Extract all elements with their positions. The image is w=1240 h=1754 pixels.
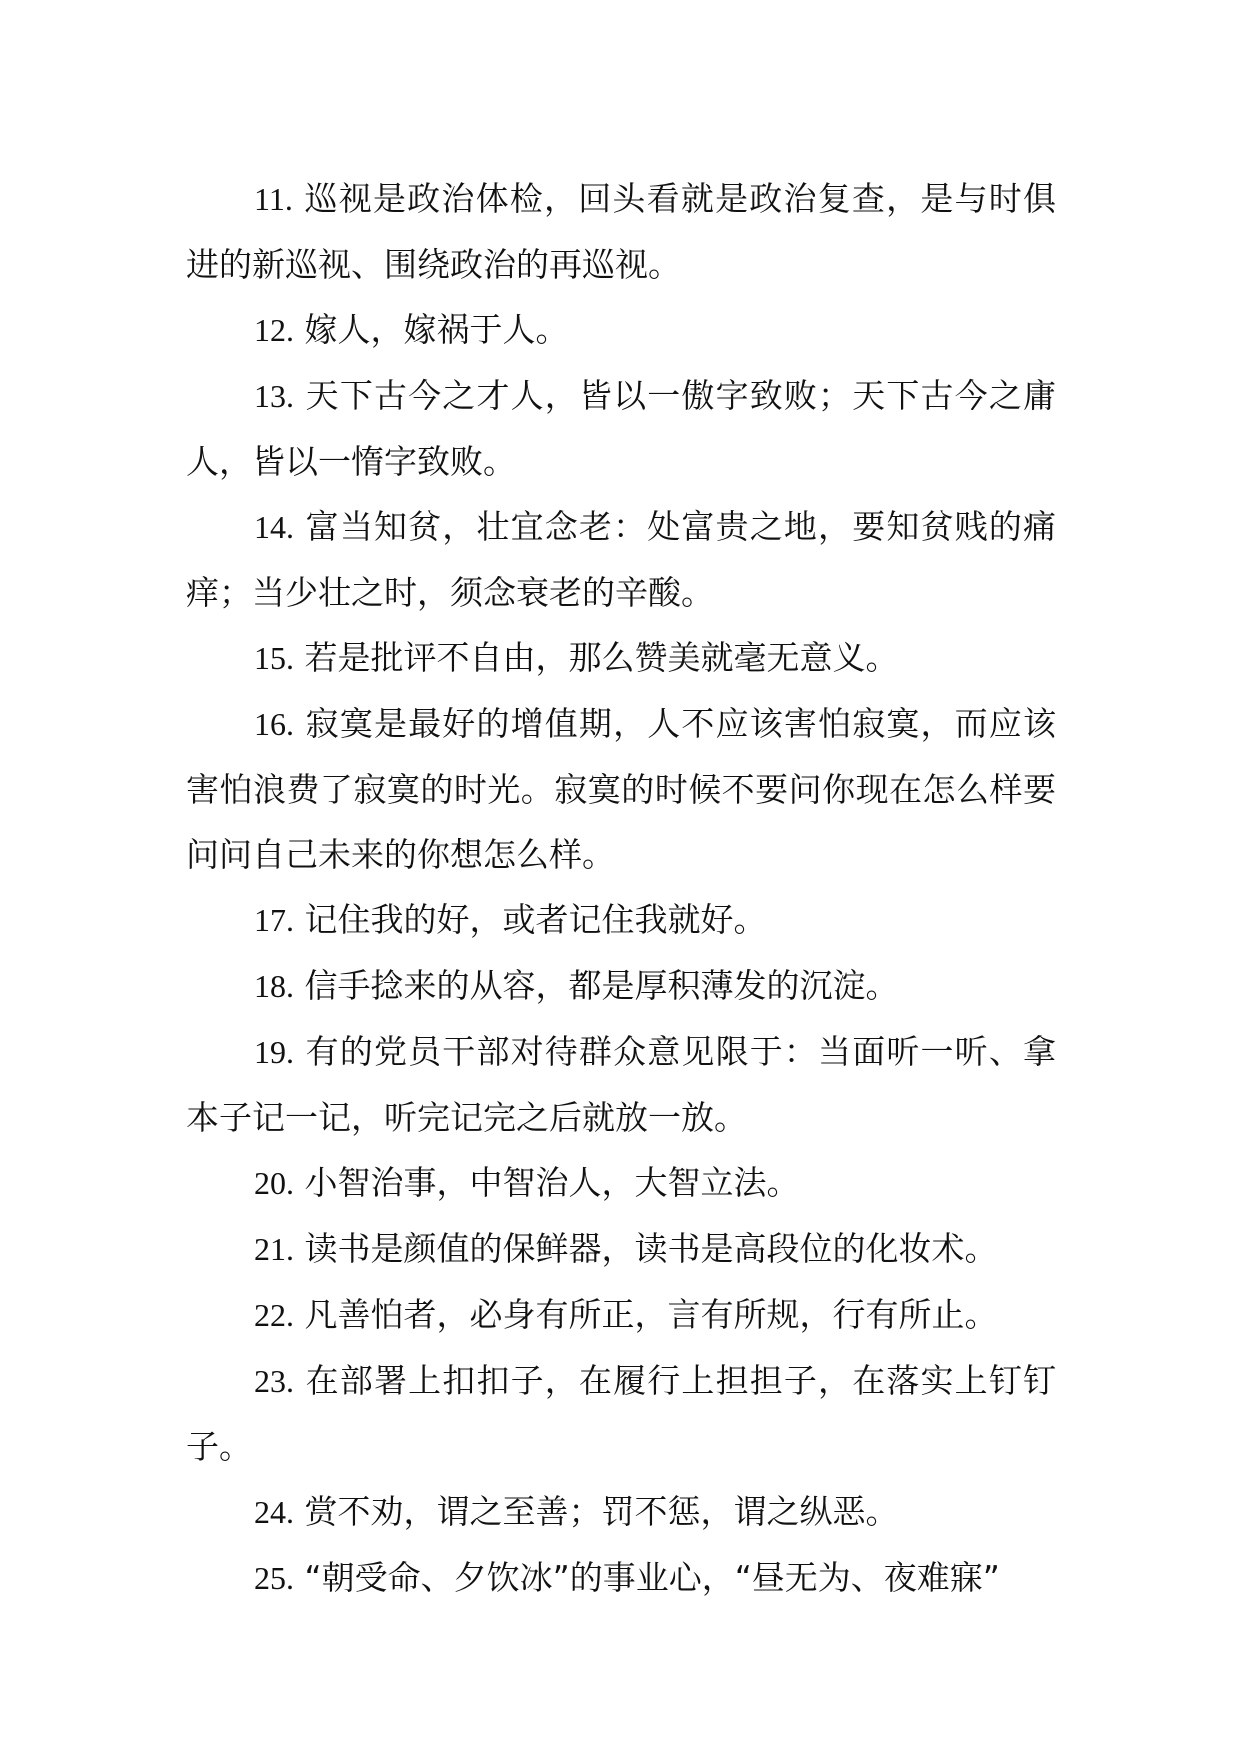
list-item-22 [186, 1282, 1056, 1348]
list-item-17 [186, 887, 1056, 953]
list-item-23 [186, 1348, 1056, 1479]
list-item-19 [186, 1019, 1056, 1150]
item-number: 22. [254, 1297, 294, 1333]
item-number: 19. [254, 1034, 294, 1070]
item-text: 若是批评不自由，那么赞美就毫无意义。 [304, 638, 899, 677]
list-item-24 [186, 1479, 1056, 1545]
list-item-18 [186, 953, 1056, 1019]
item-number: 20. [254, 1165, 294, 1201]
list-item-16 [186, 691, 1056, 887]
item-text: 有的党员干部对待群众意见限于：当面听一听、拿本子记一记，听完记完之后就放一放。 [186, 1032, 1056, 1137]
list-item-15 [186, 625, 1056, 691]
item-number: 25. [254, 1560, 294, 1596]
item-number: 17. [254, 902, 294, 938]
item-text: 巡视是政治体检，回头看就是政治复查，是与时俱进的新巡视、围绕政治的再巡视。 [186, 179, 1056, 284]
list-item-21 [186, 1216, 1056, 1282]
list-item-13 [186, 363, 1056, 494]
item-text: 嫁人，嫁祸于人。 [304, 310, 569, 349]
list-item-20 [186, 1150, 1056, 1216]
item-number: 14. [254, 509, 294, 545]
item-number: 11. [254, 181, 293, 217]
item-text: 赏不劝，谓之至善；罚不惩，谓之纵恶。 [304, 1492, 899, 1531]
item-text: 凡善怕者，必身有所正，言有所规，行有所止。 [304, 1295, 998, 1334]
item-text: 读书是颜值的保鲜器，读书是高段位的化妆术。 [304, 1229, 998, 1268]
item-text: 小智治事，中智治人，大智立法。 [304, 1163, 800, 1202]
list-item-14 [186, 494, 1056, 625]
item-number: 16. [254, 706, 294, 742]
list-item-12 [186, 297, 1056, 363]
item-number: 24. [254, 1494, 294, 1530]
item-text: “朝受命、夕饮冰”的事业心，“昼无为、夜难寐” [304, 1558, 1000, 1597]
document-body [186, 166, 1056, 1611]
item-text: 信手捻来的从容，都是厚积薄发的沉淀。 [304, 966, 899, 1005]
item-number: 18. [254, 968, 294, 1004]
item-number: 21. [254, 1231, 294, 1267]
item-number: 15. [254, 640, 294, 676]
item-number: 12. [254, 312, 294, 348]
list-item-11 [186, 166, 1056, 297]
item-text: 记住我的好，或者记住我就好。 [304, 900, 767, 939]
item-text: 天下古今之才人，皆以一傲字致败；天下古今之庸人，皆以一惰字致败。 [186, 376, 1056, 481]
item-number: 23. [254, 1363, 294, 1399]
item-text: 寂寞是最好的增值期，人不应该害怕寂寞，而应该害怕浪费了寂寞的时光。寂寞的时候不要问你现在怎么样要问问自己未来的你想怎么样。 [186, 704, 1056, 874]
list-item-25 [186, 1545, 1056, 1611]
item-text: 富当知贫，壮宜念老：处富贵之地，要知贫贱的痛痒；当少壮之时，须念衰老的辛酸。 [186, 507, 1056, 612]
item-number: 13. [254, 378, 294, 414]
item-text: 在部署上扣扣子，在履行上担担子，在落实上钉钉子。 [186, 1361, 1056, 1466]
